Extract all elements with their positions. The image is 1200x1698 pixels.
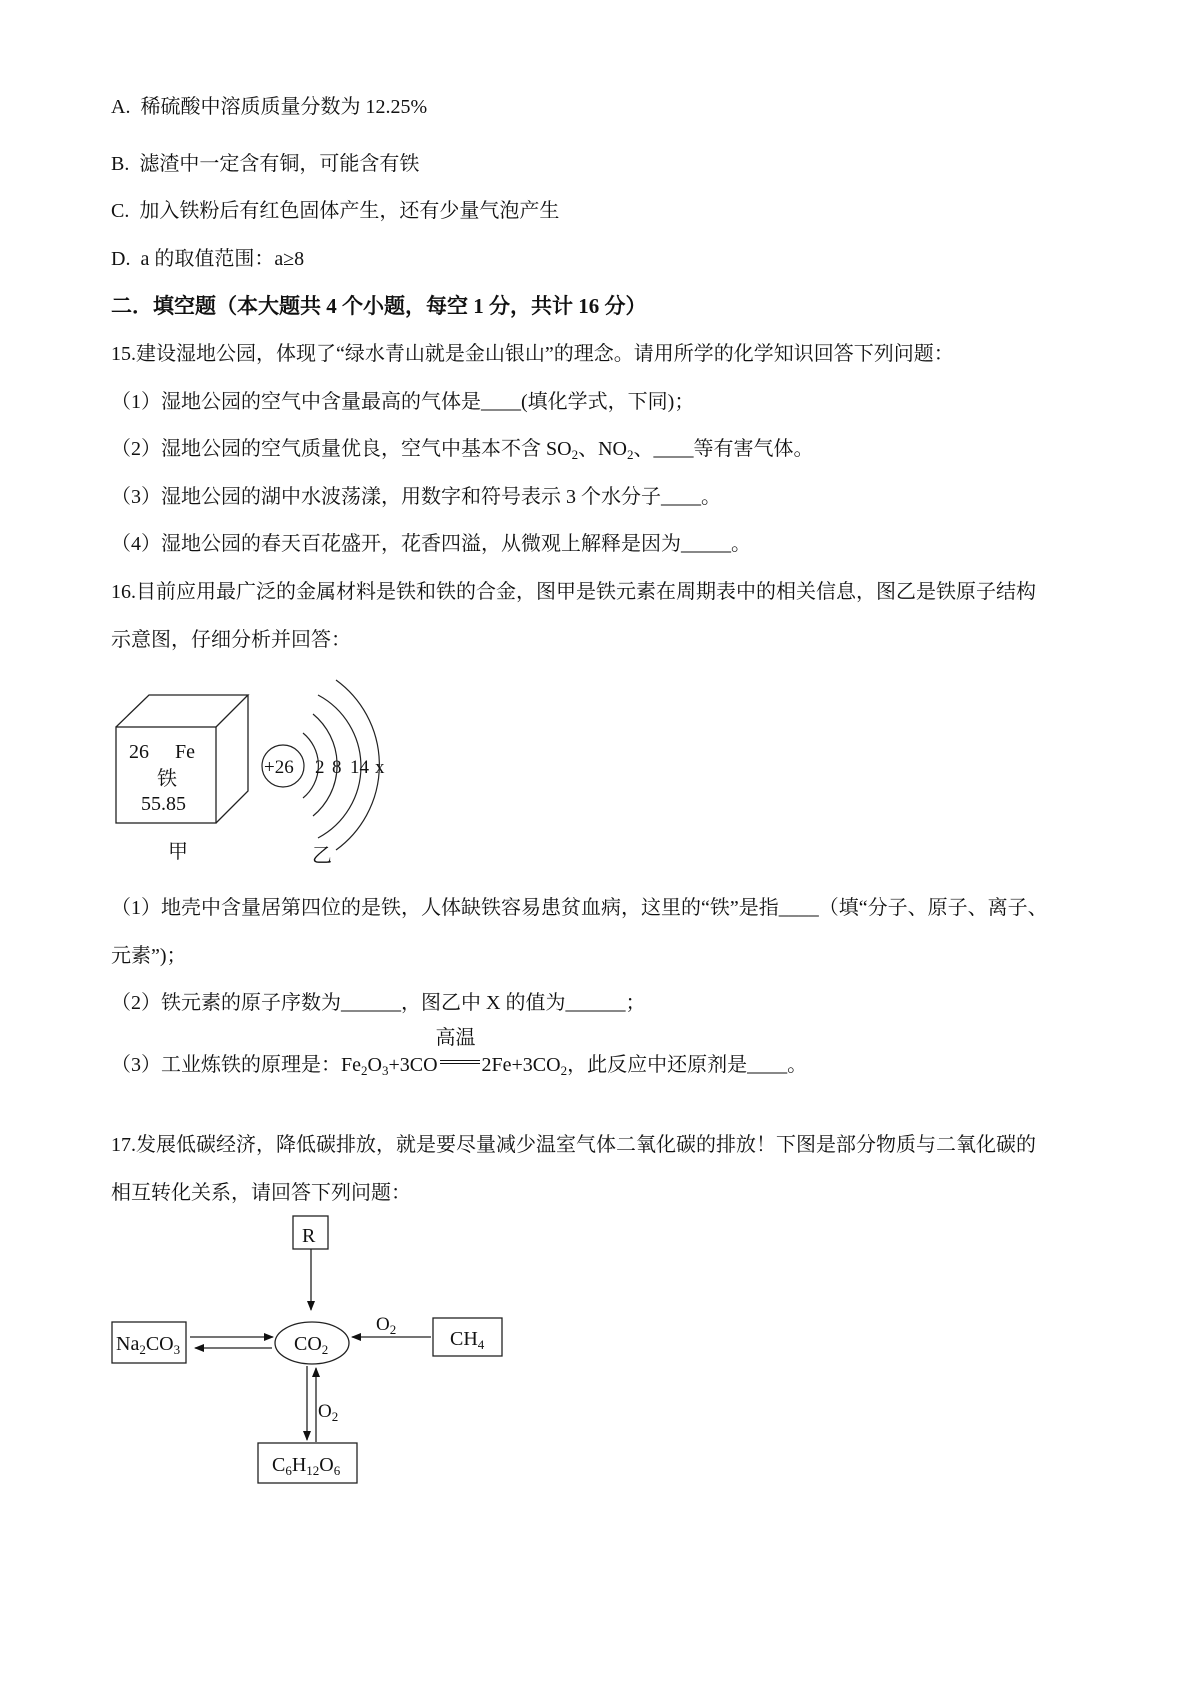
- atomic-mass: 55.85: [141, 793, 186, 815]
- q17-stem-line-2: 相互转化关系，请回答下列问题：: [111, 1182, 411, 1204]
- node-ch4: $CH_4$: [450, 1328, 485, 1352]
- q15-item-3: （3）湿地公园的湖中水波荡漾，用数字和符号表示 3 个水分子____。: [111, 486, 721, 508]
- option-label: D.: [111, 248, 131, 270]
- figure-caption-yi: 乙: [312, 845, 332, 867]
- label-o2-right: $O_2$: [376, 1314, 397, 1337]
- q15-stem: 15.建设湿地公园，体现了“绿水青山就是金山银山”的理念。请用所学的化学知识回答下列问题：: [111, 343, 954, 365]
- shell-electrons: 8: [332, 757, 342, 778]
- option-label: B.: [111, 153, 130, 175]
- text: （3）工业炼铁的原理是：Fe: [111, 1054, 361, 1076]
- atomic-number: 26: [129, 741, 149, 763]
- reaction-equals-sign: [435, 1027, 480, 1076]
- subscript: 2: [361, 1063, 368, 1078]
- text: 2Fe+3CO: [481, 1054, 561, 1076]
- q16-item-1-line-1: （1）地壳中含量居第四位的是铁，人体缺铁容易患贫血病，这里的“铁”是指____（填“分子、原子、离子、: [111, 897, 1048, 919]
- option-text: a 的取值范围：a≥8: [140, 248, 305, 270]
- shell-electrons: 2: [315, 757, 325, 778]
- text: ，此反应中还原剂是____。: [567, 1054, 808, 1076]
- section-heading: 二．填空题（本大题共 4 个小题，每空 1 分，共计 16 分）: [111, 294, 647, 318]
- subscript: 3: [381, 1063, 389, 1078]
- text: 、____等有害气体。: [633, 438, 814, 460]
- figure-caption-jia: 甲: [168, 841, 188, 863]
- option-text: 滤渣中一定含有铜，可能含有铁: [139, 153, 420, 175]
- nucleus-charge: +26: [264, 757, 294, 778]
- q16-item-1-line-2: 元素”)；: [111, 945, 187, 967]
- text: O: [367, 1054, 382, 1076]
- q16-item-2: （2）铁元素的原子序数为______，图乙中 X 的值为______；: [111, 992, 646, 1014]
- q15-item-4: （4）湿地公园的春天百花盛开，花香四溢，从微观上解释是因为_____。: [111, 533, 751, 555]
- reaction-condition: 高温: [435, 1027, 476, 1050]
- q16-stem-line-1: 16.目前应用最广泛的金属材料是铁和铁的合金，图甲是铁元素在周期表中的相关信息，图乙是铁原子结构: [111, 581, 1036, 603]
- option-text: 稀硫酸中溶质质量分数为 12.25%: [140, 96, 428, 118]
- q16-stem-line-2: 示意图，仔细分析并回答：: [111, 629, 351, 651]
- shell-electrons: x: [375, 757, 385, 778]
- shell-electrons: 14: [350, 757, 369, 778]
- subscript: 2: [571, 447, 579, 462]
- q16-item-3: [111, 1027, 808, 1078]
- option-text: 加入铁粉后有红色固体产生，还有少量气泡产生: [139, 200, 560, 222]
- element-symbol: Fe: [175, 741, 195, 763]
- label-o2-bottom: $O_2$: [318, 1401, 339, 1424]
- option-label: C.: [111, 200, 130, 222]
- subscript: 2: [626, 447, 634, 462]
- subscript: 2: [560, 1063, 568, 1078]
- node-glucose: $C_6H_{12}O_6$: [272, 1454, 341, 1478]
- text: （2）湿地公园的空气质量优良，空气中基本不含 SO: [111, 438, 572, 460]
- q17-stem-line-1: 17.发展低碳经济，降低碳排放，就是要尽量减少温室气体二氧化碳的排放！下图是部分物质与二氧化碳的: [111, 1134, 1036, 1156]
- option-label: A.: [111, 96, 131, 118]
- node-na2co3: $Na_2CO_3$: [116, 1333, 181, 1357]
- node-co2: $CO_2$: [294, 1333, 329, 1357]
- text: +3CO: [388, 1054, 438, 1076]
- q15-item-1: （1）湿地公园的空气中含量最高的气体是____(填化学式，下同)；: [111, 391, 695, 413]
- element-name: 铁: [157, 768, 177, 790]
- text: 、NO: [578, 438, 627, 460]
- node-r: R: [302, 1225, 316, 1247]
